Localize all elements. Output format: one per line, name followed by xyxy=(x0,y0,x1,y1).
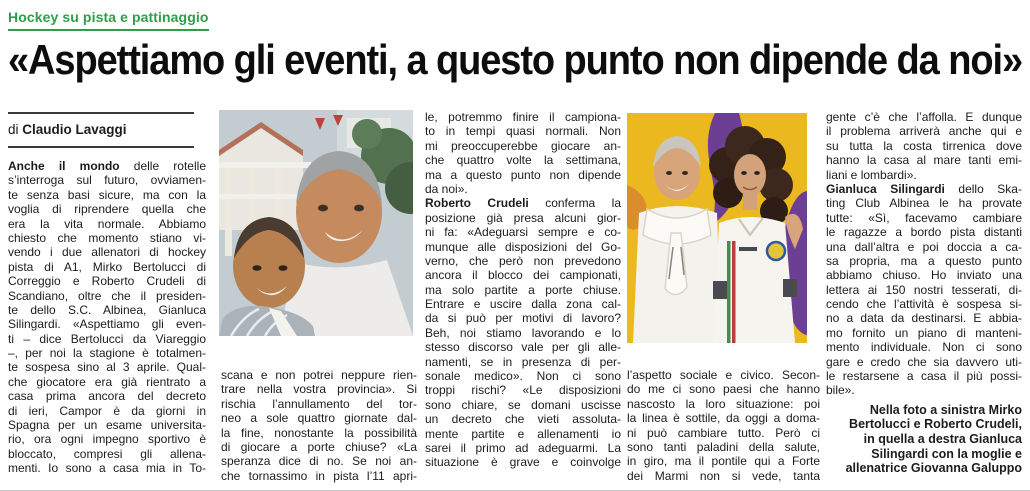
article-headline: «Aspettiamo gli eventi, a questo punto non dipende da noi» xyxy=(8,36,1022,83)
text-line: mente partite e allenamenti io xyxy=(425,426,621,441)
text-line: chiesto che momento stiano vi- xyxy=(8,230,206,245)
text-line: sono tanti paladini della salute, xyxy=(627,439,820,454)
text-line: pista di A1, Mirko Bertolucci di xyxy=(8,259,206,274)
text-line: era la vita normale. Abbiamo xyxy=(8,216,206,231)
text-line: ma a questo punto non dipende xyxy=(425,167,621,182)
text-line: nascosto la loro situazione: poi xyxy=(627,396,820,411)
text-line: le ragazze a bordo pista distanti xyxy=(826,225,1022,240)
text-line: voglia di riprendere quella che xyxy=(8,202,206,217)
text-line: ti – dice Bertolucci da Viareggio xyxy=(8,331,206,346)
text-line: lettera ai 150 nostri tesserati, di- xyxy=(826,282,1022,297)
text-line: cendo che l’attività è sospesa si- xyxy=(826,297,1022,312)
byline xyxy=(8,112,194,148)
text-line: sarei il primo ad adeguarmi. La xyxy=(425,440,621,455)
text-line: la linea è sottile, da oggi a doma- xyxy=(627,411,820,426)
byline-author: Claudio Lavaggi xyxy=(22,122,127,137)
text-line: hanno la casa al mare tanti emi- xyxy=(826,153,1022,168)
text-line: te sospesa sino al 3 aprile. Qual- xyxy=(8,360,206,375)
text-line: s’interroga sul futuro, ovviamen- xyxy=(8,173,206,188)
column-5-text xyxy=(826,110,1022,398)
text-line: sonale medico». Non ci sono xyxy=(425,369,621,384)
text-line: mi preoccuperebbe giocare an- xyxy=(425,138,621,153)
text-line: bile». xyxy=(826,383,855,398)
text-line: –, per noi la stagione è totalmen- xyxy=(8,346,206,361)
article-column-3 xyxy=(425,110,621,470)
article-column-2 xyxy=(221,368,417,483)
text-line: che tornassimo in pista l’11 apri- xyxy=(221,468,417,483)
article-column-1 xyxy=(8,159,206,476)
text-line: gare e credo che sia davvero uti- xyxy=(826,354,1022,369)
text-line: troppi rischi? «Le disposizioni xyxy=(425,383,621,398)
text-line: mento individuale. Non ci sono xyxy=(826,340,1022,355)
article-column-4 xyxy=(627,368,820,483)
text-line: l’aspetto sociale e civico. Secon- xyxy=(627,368,820,382)
text-line: ting Club Albinea le ha provate xyxy=(826,196,1022,211)
text-line: namenti, se in presenza di per- xyxy=(425,354,621,369)
text-line: in quella a destra Gianluca xyxy=(863,432,1022,446)
text-line: no a data da destinarsi. E abbia- xyxy=(826,311,1022,326)
text-line: rio, ora ogni impegno sportivo è xyxy=(8,432,206,447)
text-line: un decreto che vieti assoluta- xyxy=(425,412,621,427)
text-line: casa prima ancora del decreto xyxy=(8,389,206,404)
text-line: Entrare e uscire dalla zona cal- xyxy=(425,297,621,312)
text-line: gente c’è che l’affolla. E dunque xyxy=(826,110,1022,124)
text-line: speranza dice di no. Se noi an- xyxy=(221,454,417,469)
text-line: Roberto Crudeli conferma la xyxy=(425,196,621,211)
text-line: ni può cambiare tutto. Però ci xyxy=(627,425,820,440)
text-line: situazione è grave e coinvolge xyxy=(425,455,621,470)
text-line: dei Marmi non si vede, tanta xyxy=(627,468,820,483)
text-line: la fine, nonostante la possibilità xyxy=(221,425,417,440)
text-line: che quattro volte la settimana, xyxy=(425,153,621,168)
text-line: stesso discorso vale per gli alle- xyxy=(425,340,621,355)
section-kicker: Hockey su pista e pattinaggio xyxy=(8,9,209,31)
text-line: scana e non potrei neppure rien- xyxy=(221,368,417,382)
text-line: di ieri, Campor è da giorni in xyxy=(8,403,206,418)
text-line: Silingardi. «Aspettiamo gli even- xyxy=(8,317,206,332)
photo-bertolucci-crudeli xyxy=(219,110,413,336)
text-line: Correggio e Roberto Crudeli di xyxy=(8,274,206,289)
text-line: te dello S.C. Albinea, Gianluca xyxy=(8,302,206,317)
text-line: do me ci sono paesi che hanno xyxy=(627,382,820,397)
photo-silingardi-galuppo xyxy=(627,113,807,343)
text-line: menti. Io sono a casa mia in To- xyxy=(8,461,206,476)
text-line: to in tempi quasi normali. Non xyxy=(425,124,621,139)
byline-prefix: di xyxy=(8,122,23,137)
text-line: le, potremmo finire il campiona- xyxy=(425,110,621,124)
text-line: ancora il blocco dei campionati, xyxy=(425,268,621,283)
text-line: una dall’altra e poi doccia a ca- xyxy=(826,239,1022,254)
text-line: sa propria, ma a questo punto xyxy=(826,253,1022,268)
text-line: ni fa: «Adeguarsi sempre e co- xyxy=(425,225,621,240)
text-line: ma solo partite a porte chiuse. xyxy=(425,282,621,297)
text-line: Bertolucci e Roberto Crudeli, xyxy=(849,417,1022,432)
text-line: su tutta la costa tirrenica dove xyxy=(826,138,1022,153)
text-line: te senza basi sicure, ma con la xyxy=(8,187,206,202)
text-line: abbiamo chiuso. Ho inviato una xyxy=(826,268,1022,283)
text-line: mo fornito un piano di manteni- xyxy=(826,325,1022,340)
text-line: trare nella vostra provincia». Si xyxy=(221,382,417,397)
text-line: verno, che però non prevedono xyxy=(425,253,621,268)
text-line: Gianluca Silingardi dello Ska- xyxy=(826,181,1022,196)
text-line: bloccato, compresi gli allena- xyxy=(8,446,206,461)
text-line: neo a sole quattro giornate dal- xyxy=(221,411,417,426)
photo-caption xyxy=(826,403,1022,476)
text-line: Beh, noi stiamo lavorando e lo xyxy=(425,325,621,340)
text-line: Anche il mondo delle rotelle xyxy=(8,159,206,173)
text-line: Spagna per un esame universita- xyxy=(8,418,206,433)
text-line: in giro, ma il pontile qui a Forte xyxy=(627,454,820,469)
text-line: tutte: «Sì, facevamo cambiare xyxy=(826,210,1022,225)
text-line: allenatrice Giovanna Galuppo xyxy=(845,461,1022,476)
text-line: di giocare a porte chiuse? «La xyxy=(221,439,417,454)
text-line: le restarsene a casa il più possi- xyxy=(826,369,1022,384)
text-line: sono chiare, se domani uscisse xyxy=(425,397,621,412)
text-line: rischia l’annullamento del tor- xyxy=(221,396,417,411)
text-line: che giocatore era già rientrato a xyxy=(8,374,206,389)
text-line: da noi». xyxy=(425,181,468,196)
text-line: munque alle disposizioni del Go- xyxy=(425,239,621,254)
text-line: posizione già presa alcuni gior- xyxy=(425,210,621,225)
text-line: Silingardi con la moglie e xyxy=(871,446,1022,461)
text-line: Scandiano, oltre che il presiden- xyxy=(8,288,206,303)
text-line: vendo i due allenatori di hockey xyxy=(8,245,206,260)
article-column-5 xyxy=(826,110,1022,476)
text-line: il problema arriverà anche qui e xyxy=(826,124,1022,139)
text-line: Nella foto a sinistra Mirko xyxy=(869,402,1022,417)
text-line: da si può per motivi di lavoro? xyxy=(425,311,621,326)
text-line: liani e lombardi». xyxy=(826,167,917,182)
